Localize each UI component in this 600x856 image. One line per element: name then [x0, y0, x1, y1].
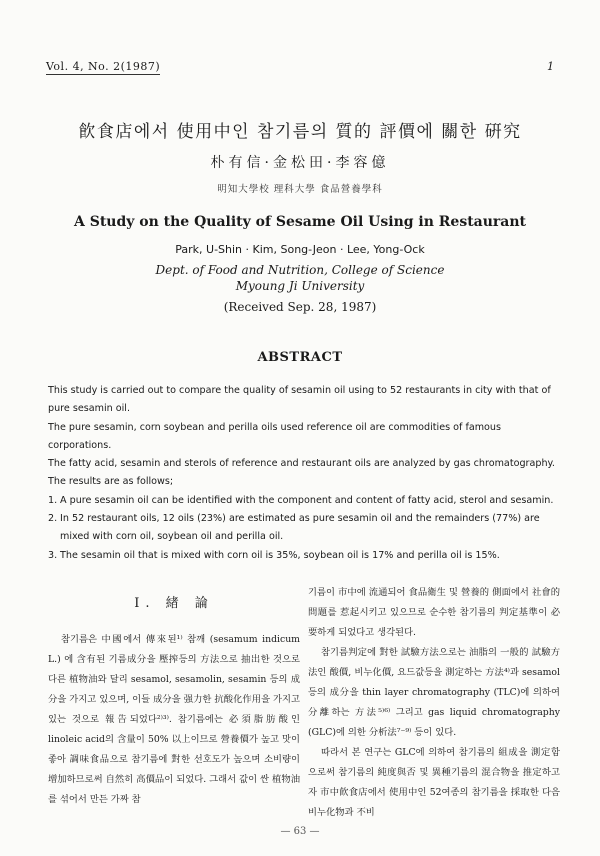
- results-list-item: [48, 492, 556, 510]
- received-date: (Received Sep. 28, 1987): [223, 300, 377, 314]
- abstract-body: [48, 382, 556, 565]
- section-heading: I. 緖 論: [134, 596, 214, 611]
- results-list: [48, 492, 556, 565]
- abstract-heading: ABSTRACT: [257, 350, 343, 365]
- list-number: 1.: [48, 494, 58, 506]
- list-number: 2.: [48, 513, 58, 525]
- list-text: In 52 restaurant oils, 12 oils (23%) are estimated as pure sesamin oil and the remainders (77%) are mixed with corn oil, soybean oil and perilla oil.: [60, 513, 540, 543]
- english-title: A Study on the Quality of Sesame Oil Using in Restaurant: [73, 214, 527, 230]
- english-authors: Park, U-Shin · Kim, Song-Jeon · Lee, Yong-Ock: [175, 243, 425, 256]
- running-header-volume: Vol. 4, No. 2(1987): [46, 60, 161, 73]
- running-header-page-number: 1: [547, 60, 554, 73]
- body-column-right: [308, 583, 560, 823]
- footer-page-number: — 63 —: [280, 826, 320, 837]
- results-list-item: [48, 547, 556, 565]
- body-paragraph: 따라서 본 연구는 GLC에 의하여 참기름의 組成을 測定함으로써 참기름의 純度與否 및 異種기름의 混合物을 推定하고자 市中飮食店에서 使用中인 52여종의 참기름을 採取한 다음 비누化物과 不비: [308, 747, 560, 818]
- body-paragraph: 참기름은 中國에서 傳來된¹⁾ 참깨 (sesamum indicum L.) 에 含有된 기름成分을 壓搾등의 方法으로 抽出한 것으로 다른 植物油와 달리 sesamol, sesamolin, sesamin 등의 成分을 가지고 있으며, 이들 成分을 强力한 抗酸化作用을 가지고 있는 것으로 報告되었다²⁾³⁾. 참기름에는 必須脂肪酸인 linoleic acid의 含量이 50% 以上이므로 營養價가 높고 맛이 좋아 調味食品으로 참기름에 對한 선호도가 높으며 소비량이 增加하므로써 自然히 高價品이 되었다. 그래서 값이 싼 植物油를 섞어서 만든 가짜 참: [48, 634, 300, 805]
- body-paragraph: 참기름判定에 對한 試驗方法으로는 油脂의 一般的 試驗方法인 酸價, 비누化價, 요드값등을 測定하는 方法⁴⁾과 sesamol 등의 成分을 thin layer chromatography (TLC)에 의하여 分離하는 方法⁵⁾⁶⁾ 그리고 gas liquid chromatography (GLC)에 의한 分析法⁷⁻⁹⁾ 등이 있다.: [308, 647, 560, 738]
- body-paragraph: 기름이 市中에 流通되어 食品衛生 및 營養的 側面에서 社會的 問題를 惹起시키고 있으므로 순수한 참기름의 判定基準이 必要하게 되었다고 생각된다.: [308, 587, 560, 638]
- korean-authors: 朴有信·金松田·李容億: [210, 155, 390, 171]
- abstract-paragraph: The pure sesamin, corn soybean and perilla oils used reference oil are commodities of famous corporations.: [48, 421, 501, 451]
- body-column-left: [48, 580, 300, 810]
- abstract-paragraph: The results are as follows;: [48, 476, 174, 488]
- list-text: A pure sesamin oil can be identified with the component and content of fatty acid, sterol and sesamin.: [60, 494, 554, 506]
- korean-affiliation: 明知大學校 理科大學 食品營養學科: [217, 184, 383, 195]
- abstract-paragraph: The fatty acid, sesamin and sterols of reference and restaurant oils are analyzed by gas chromatography.: [48, 458, 555, 470]
- list-text: The sesamin oil that is mixed with corn oil is 35%, soybean oil is 17% and perilla oil is 15%.: [60, 549, 500, 561]
- results-list-item: [48, 510, 556, 547]
- abstract-paragraph: This study is carried out to compare the quality of sesamin oil using to 52 restaurants in city with that of pure sesamin oil.: [48, 385, 551, 415]
- university-line: Myoung Ji University: [235, 279, 365, 293]
- korean-title: 飮食店에서 使用中인 참기름의 質的 評價에 關한 硏究: [78, 122, 522, 142]
- list-number: 3.: [48, 549, 58, 561]
- department-line: Dept. of Food and Nutrition, College of Science: [155, 263, 445, 277]
- english-department: [0, 262, 600, 294]
